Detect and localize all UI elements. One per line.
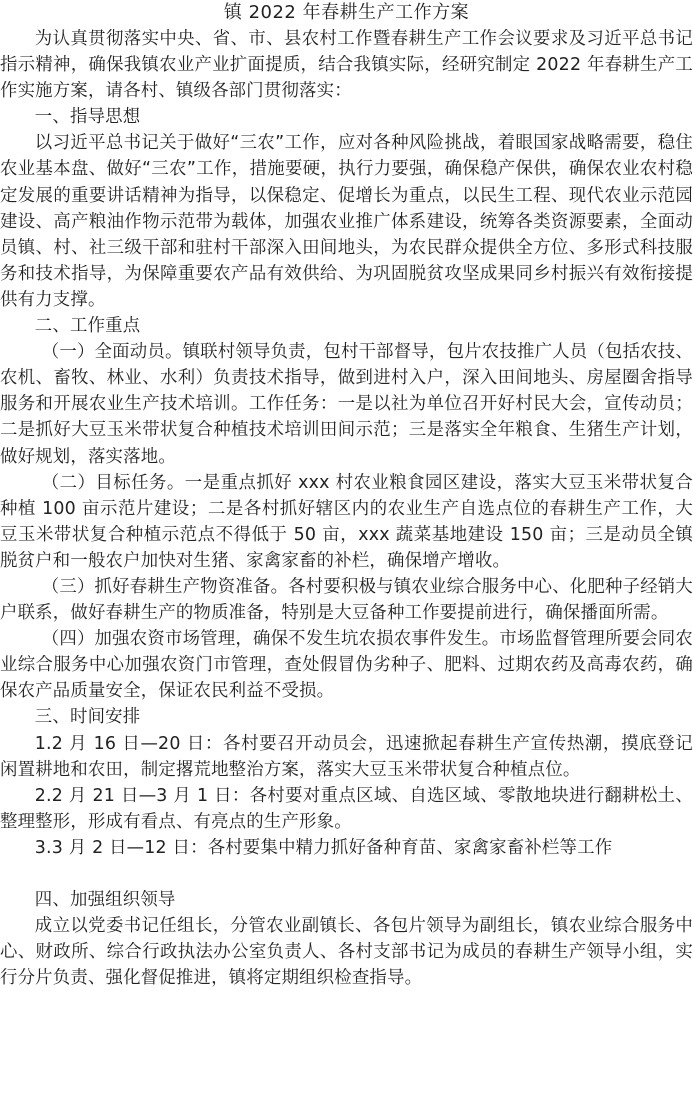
document-title: 镇 2022 年春耕生产工作方案 — [223, 2, 470, 23]
section-heading-guiding-thought: 一、指导思想 — [34, 107, 141, 128]
section-heading-organization: 四、加强组织领导 — [34, 890, 176, 910]
section-heading-work-focus: 二、工作重点 — [34, 316, 141, 337]
schedule-item-1: 1.2 月 16 日—20 日：各村要召开动员会，迅速掀起春耕生产宣传热潮，摸底登记闲置耕地和农田，制定撂荒地整治方案，落实大豆玉米带状复合种植点位。 — [0, 733, 693, 780]
schedule-item-3: 3.3 月 2 日—12 日：各村要集中精力抓好备种育苗、家禽家畜补栏等工作 — [34, 837, 613, 858]
work-focus-item-1: （一）全面动员。镇联村领导负责，包村干部督导，包片农技推广人员（包括农技、农机、畜牧、林业、水利）负责技术指导，做到进村入户，深入田间地头、房屋圈舍指导服务和开展农业生产技术培训。工作任务：一是以社为单位召开好村民大会，宣传动员；二是抓好大豆玉米带状复合种植技术培训田间示范；三是落实全年粮食、生猪生产计划，做好规划，落实落地。 — [0, 342, 693, 467]
intro-paragraph: 为认真贯彻落实中央、省、市、县农村工作暨春耕生产工作会议要求及习近平总书记指示精神，确保我镇农业产业扩面提质，结合我镇实际，经研究制定 2022 年春耕生产工作实施方案，请各村、镇级各部门贯彻落实： — [0, 29, 693, 102]
blank-line — [0, 861, 693, 887]
work-focus-item-2: （二）目标任务。一是重点抓好 xxx 村农业粮食园区建设，落实大豆玉米带状复合种植 100 亩示范片建设；二是各村抓好辖区内的农业生产自选点位的春耕生产工作，大豆玉米带状复合种植示范点不得低于 50 亩，xxx 蔬菜基地建设 150 亩；三是动员全镇脱贫户和一般农户加快对生猪、家禽家畜的补栏，确保增产增收。 — [0, 472, 693, 571]
organization-paragraph: 成立以党委书记任组长，分管农业副镇长、各包片领导为副组长，镇农业综合服务中心、财政所、综合行政执法办公室负责人、各村支部书记为成员的春耕生产领导小组，实行分片负责、强化督促推进，镇将定期组织检查指导。 — [0, 916, 693, 989]
schedule-item-2: 2.2 月 21 日—3 月 1 日：各村要对重点区域、自选区域、零散地块进行翻耕松土、整理整形，形成有看点、有亮点的生产形象。 — [0, 785, 693, 832]
work-focus-item-4: （四）加强农资市场管理，确保不发生坑农损农事件发生。市场监督管理所要会同农业综合服务中心加强农资门市管理，查处假冒伪劣种子、肥料、过期农药及高毒农药，确保农产品质量安全，保证农民利益不受损。 — [0, 629, 693, 702]
section-heading-schedule: 三、时间安排 — [34, 707, 141, 728]
work-focus-item-3: （三）抓好春耕生产物资准备。各村要积极与镇农业综合服务中心、化肥种子经销大户联系，做好春耕生产的物质准备，特别是大豆备种工作要提前进行，确保播面所需。 — [0, 576, 693, 624]
guiding-thought-paragraph: 以习近平总书记关于做好“三农”工作，应对各种风险挑战，着眼国家战略需要，稳住农业基本盘、做好“三农”工作，措施要硬，执行力要强，确保稳产保供，确保农业农村稳定发展的重要讲话精神为指导，以保稳定、促增长为重点，以民生工程、现代农业示范园建设、高产粮油作物示范带为载体，加强农业推广体系建设，统筹各类资源要素，全面动员镇、村、社三级干部和驻村干部深入田间地头，为农民群众提供全方位、多形式科技服务和技术指导，为保障重要农产品有效供给、为巩固脱贫攻坚成果同乡村振兴有效衔接提供有力支撑。 — [0, 133, 693, 310]
